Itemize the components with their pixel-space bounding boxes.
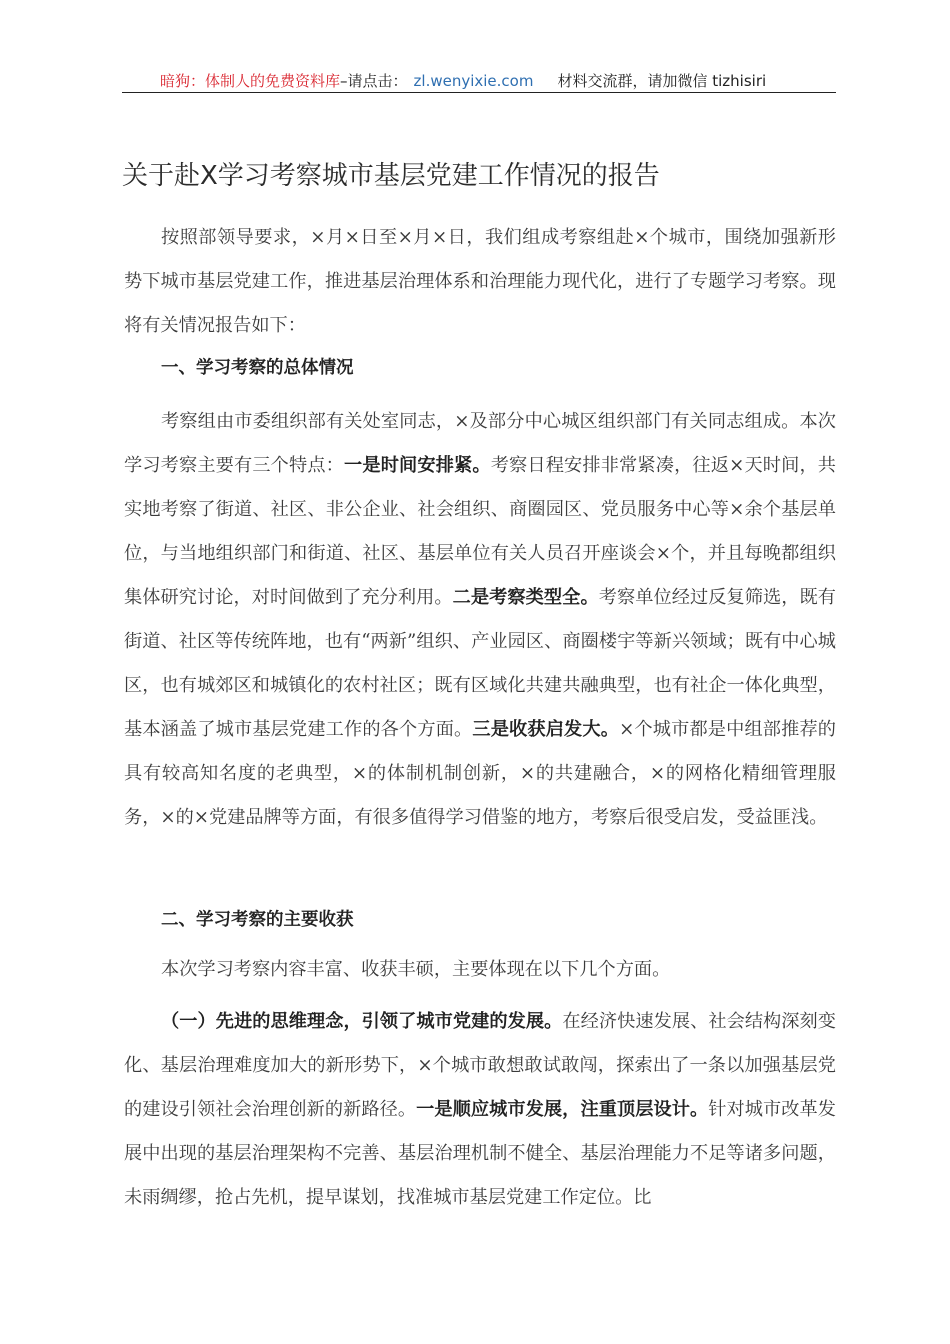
section1-point-3: 三是收获启发大。: [472, 719, 620, 740]
section1-point-2: 二是考察类型全。: [452, 587, 599, 608]
section1-heading: 一、学习考察的总体情况: [161, 358, 354, 378]
header-contact: 材料交流群，请加微信 tizhisiri: [557, 72, 767, 90]
section1-text-c: 考察日程安排非常紧凑，往返×天时间，共实地考察了街道、社区、非公企业、社会组织、商圈园区、党员服务中心等×余个基层单位，与当地组织部门和街道、社区、基层单位有关人员召开座谈会×个，并且每晚都组织集体研究讨论，对时间做到了充分利用。: [124, 455, 836, 608]
section2-heading: 二、学习考察的主要收获: [161, 910, 354, 930]
section1-point-1: 一是时间安排紧。: [344, 455, 491, 476]
section2-text-a: 在经济快速发展、社会结构深刻变化、基层治理难度加大的新形势下，×个城市敢想敢试敢闯，探索出了一条以加强基层党的建设引领社会治理创新的新路径。: [124, 1011, 836, 1120]
section1-text-d: 考察单位经过反复筛选，既有街道、社区等传统阵地，也有“两新”组织、产业园区、商圈楼宇等新兴领域；既有中心城区，也有城郊区和城镇化的农村社区；既有区域化共建共融典型，也有社企一体化典型，基本涵盖了城市基层党建工作的各个方面。: [124, 587, 836, 740]
header-cta: –请点击：: [340, 72, 408, 90]
section1-text-a: 考察组由市委组织部有关处室同志，×及部分中心城区组织部门有关同志组成。本次学习考察主要有三个特点：: [124, 411, 836, 476]
header-brand: 暗狗：体制人的免费资料库: [160, 72, 341, 90]
section1-text-e: ×个城市都是中组部推荐的具有较高知名度的老典型，×的体制机制创新，×的共建融合，×的网格化精细管理服务，×的×党建品牌等方面，有很多值得学习借鉴的地方，考察后很受启发，受益匪浅。: [124, 719, 836, 828]
section2-paragraph: [124, 1000, 836, 1220]
section2-point-1: 一是顺应城市发展，注重顶层设计。: [416, 1099, 709, 1120]
section1-paragraph: [124, 400, 836, 840]
intro-paragraph: 按照部领导要求，×月×日至×月×日，我们组成考察组赴×个城市，围绕加强新形势下城市基层党建工作，推进基层治理体系和治理能力现代化，进行了专题学习考察。现将有关情况报告如下：: [124, 227, 836, 336]
section2-text-c: 针对城市改革发展中出现的基层治理架构不完善、基层治理机制不健全、基层治理能力不足等诸多问题，未雨绸缪，抢占先机，提早谋划，找准城市基层党建工作定位。比: [124, 1099, 836, 1208]
header-link[interactable]: zl.wenyixie.com: [413, 72, 534, 90]
section2-intro: 本次学习考察内容丰富、收获丰硕，主要体现在以下几个方面。: [161, 959, 671, 980]
page-header: [122, 70, 836, 93]
section2-subheading-1: （一）先进的思维理念，引领了城市党建的发展。: [161, 1011, 563, 1032]
page-title: 关于赴X学习考察城市基层党建工作情况的报告: [122, 161, 660, 191]
